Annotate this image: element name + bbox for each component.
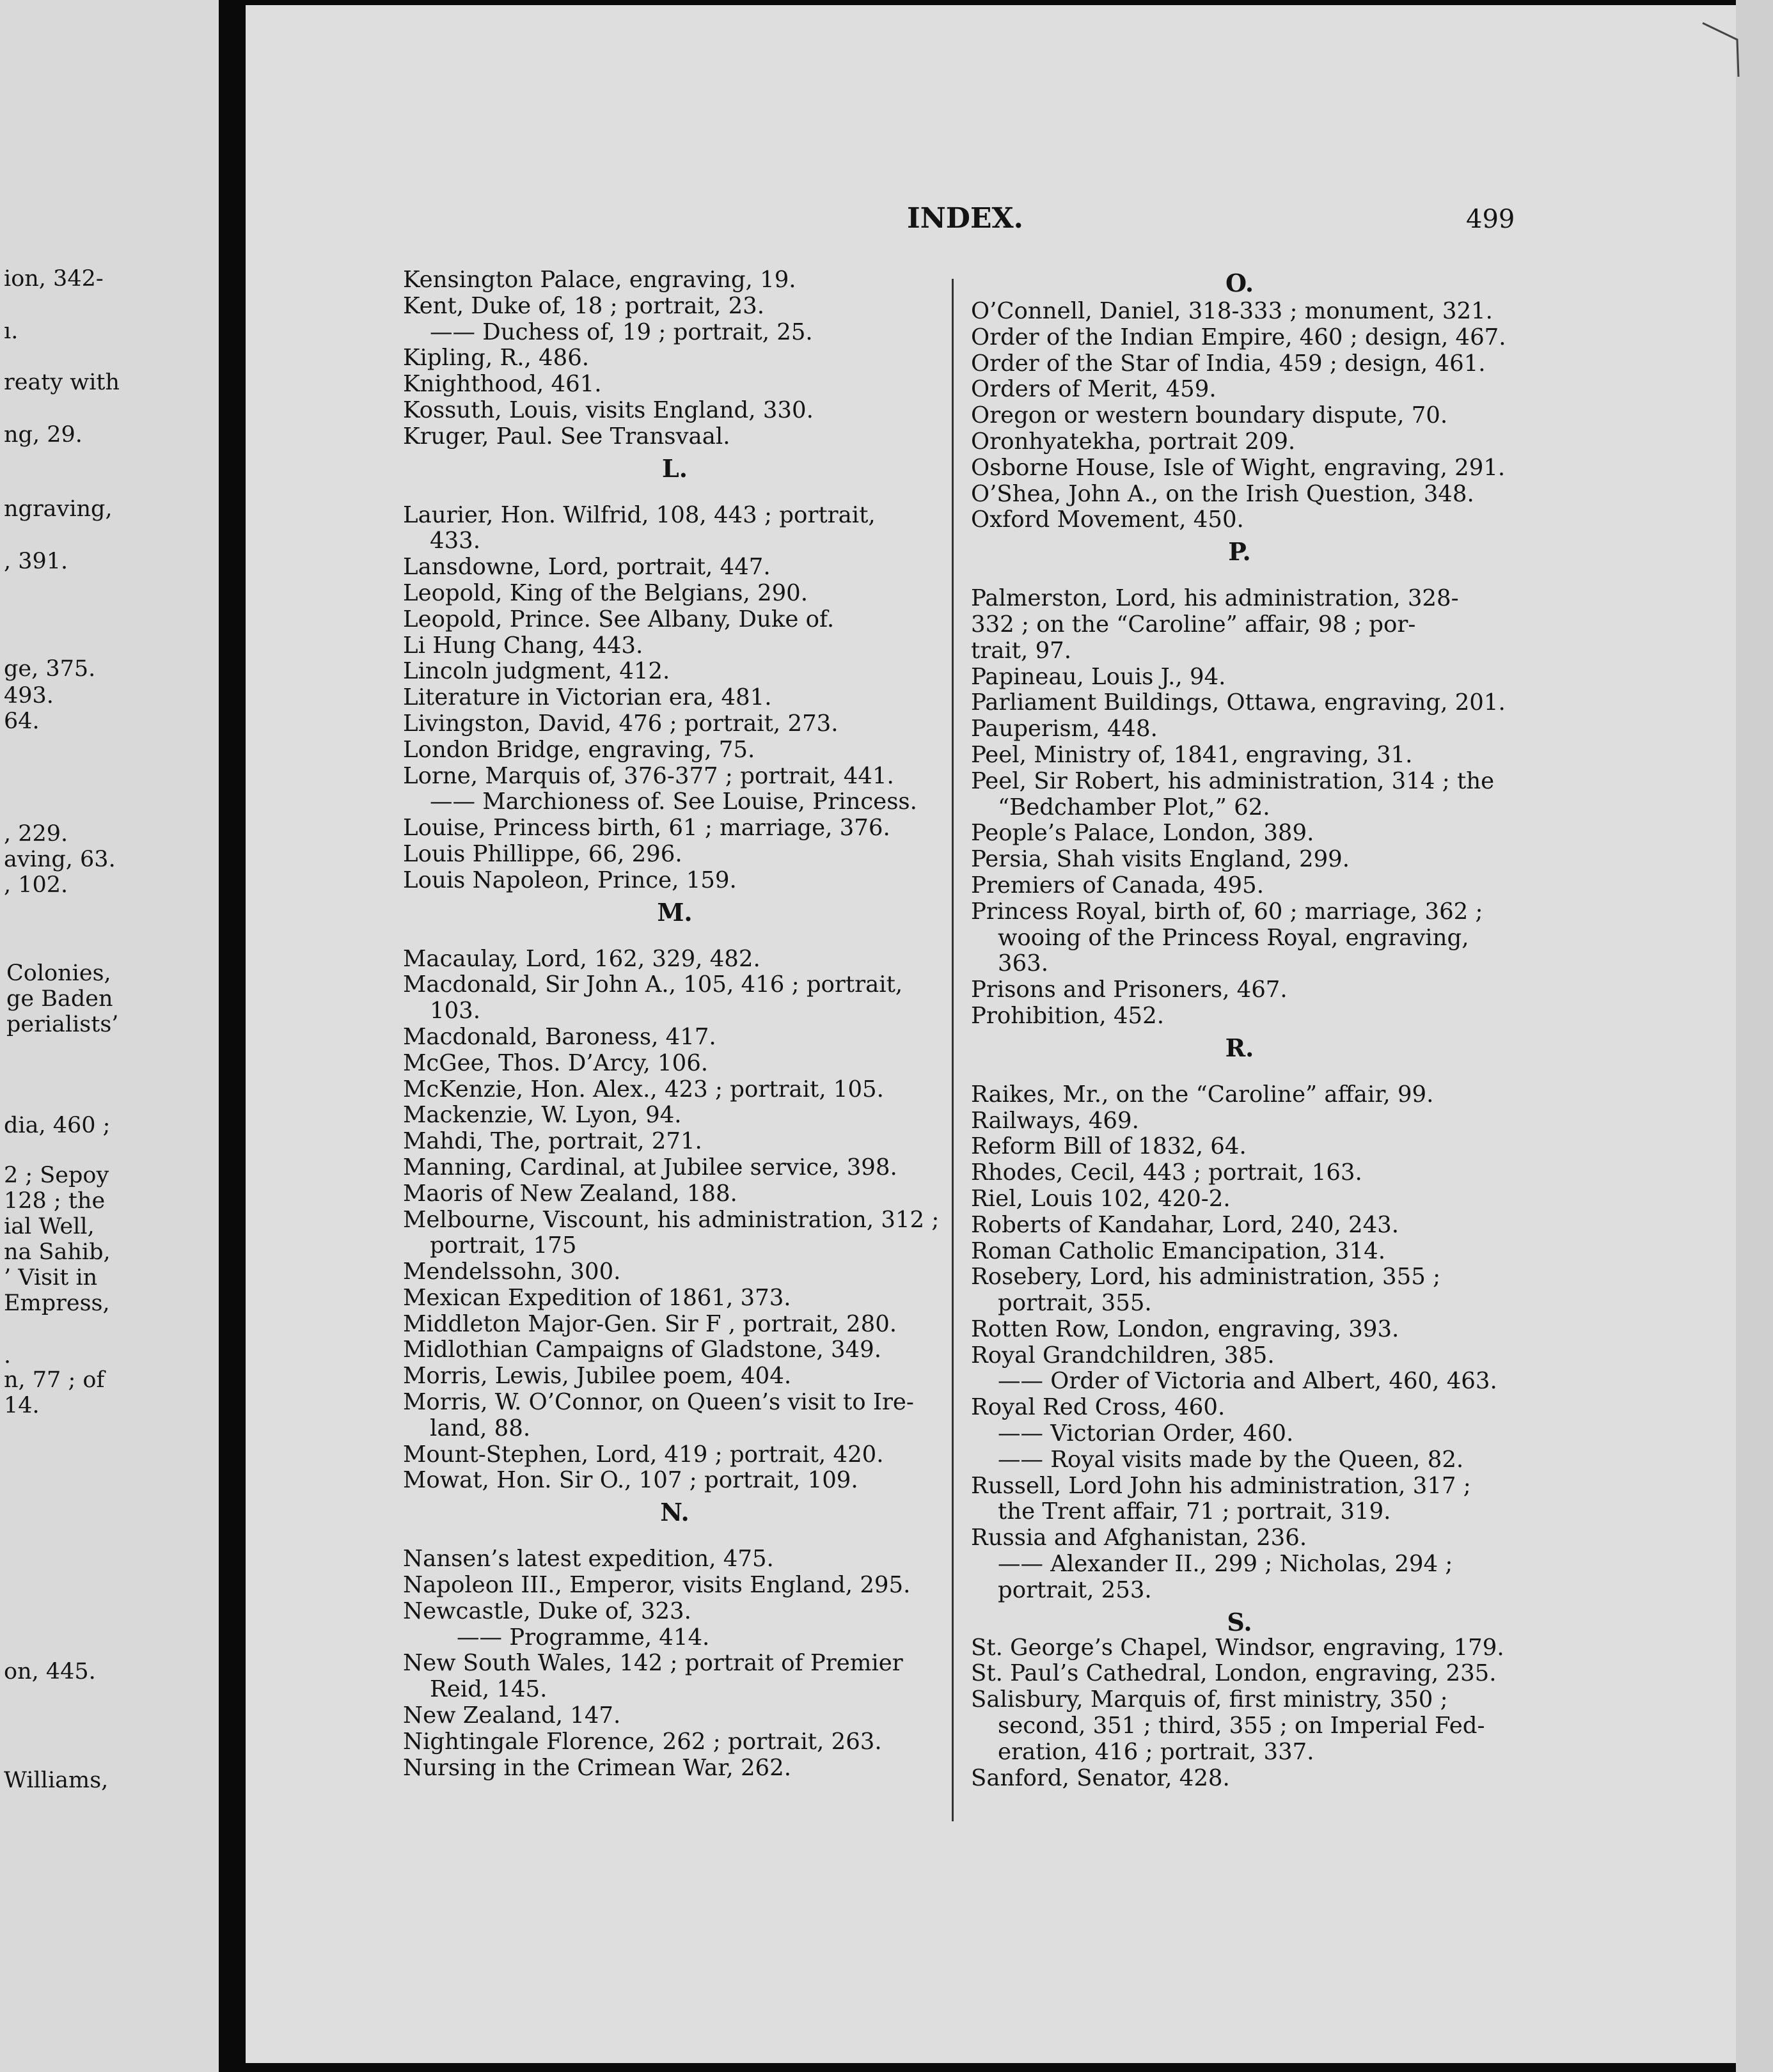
left-page-fragment: 14. xyxy=(4,1393,40,1418)
index-entry: Reid, 145. xyxy=(430,1676,548,1703)
index-entry: Peel, Ministry of, 1841, engraving, 31. xyxy=(971,741,1413,768)
index-entry: Napoleon III., Emperor, visits England, 295. xyxy=(403,1572,911,1599)
index-entry: O’Connell, Daniel, 318-333 ; monument, 321. xyxy=(971,298,1493,324)
index-entry: St. Paul’s Cathedral, London, engraving, 235. xyxy=(971,1660,1497,1687)
section-letter: R. xyxy=(1225,1033,1254,1062)
index-entry: Lorne, Marquis of, 376-377 ; portrait, 441. xyxy=(403,762,894,789)
page-title: INDEX. xyxy=(907,202,1023,235)
index-entry: Leopold, King of the Belgians, 290. xyxy=(403,579,808,606)
index-entry: “Bedchamber Plot,” 62. xyxy=(998,794,1270,820)
index-entry: Orders of Merit, 459. xyxy=(971,376,1217,403)
index-entry: Reform Bill of 1832, 64. xyxy=(971,1133,1247,1160)
left-page-fragment: , 391. xyxy=(4,549,68,574)
left-page-fragment: ı. xyxy=(4,318,19,344)
index-entry: Palmerston, Lord, his administration, 328- xyxy=(971,585,1459,612)
left-page-fragment: aving, 63. xyxy=(4,847,116,872)
index-entry: Melbourne, Viscount, his administration, 312 ; xyxy=(403,1206,940,1233)
index-entry: Kensington Palace, engraving, 19. xyxy=(403,267,796,293)
index-entry: Kent, Duke of, 18 ; portrait, 23. xyxy=(403,292,765,319)
folded-corner xyxy=(1701,20,1740,78)
index-entry: —— Alexander II., 299 ; Nicholas, 294 ; xyxy=(998,1551,1453,1578)
index-entry: Rhodes, Cecil, 443 ; portrait, 163. xyxy=(971,1159,1362,1186)
index-entry: Macdonald, Sir John A., 105, 416 ; portrait, xyxy=(403,971,903,998)
left-page-fragment: 64. xyxy=(4,709,40,734)
index-entry: McKenzie, Hon. Alex., 423 ; portrait, 105. xyxy=(403,1076,884,1103)
index-column-left xyxy=(403,267,947,1781)
index-entry: —— Programme, 414. xyxy=(457,1624,710,1651)
left-page-fragment: n, 77 ; of xyxy=(4,1367,105,1393)
left-page-fragment: Colonies, xyxy=(6,961,111,986)
index-entry: Leopold, Prince. See Albany, Duke of. xyxy=(403,606,835,632)
index-entry: —— Victorian Order, 460. xyxy=(998,1420,1294,1447)
section-letter: N. xyxy=(660,1498,690,1527)
index-entry: Papineau, Louis J., 94. xyxy=(971,663,1226,690)
index-entry: Macaulay, Lord, 162, 329, 482. xyxy=(403,945,760,972)
index-entry: London Bridge, engraving, 75. xyxy=(403,736,755,763)
index-entry: Manning, Cardinal, at Jubilee service, 398. xyxy=(403,1154,897,1181)
index-entry: trait, 97. xyxy=(971,637,1072,664)
index-entry: People’s Palace, London, 389. xyxy=(971,820,1314,847)
index-entry: Royal Grandchildren, 385. xyxy=(971,1342,1275,1369)
index-entry: Rosebery, Lord, his administration, 355 ; xyxy=(971,1264,1441,1291)
section-letter: P. xyxy=(1228,537,1251,567)
index-entry: Prohibition, 452. xyxy=(971,1002,1164,1029)
index-entry: McGee, Thos. D’Arcy, 106. xyxy=(403,1049,709,1076)
index-entry: Louise, Princess birth, 61 ; marriage, 376. xyxy=(403,815,890,842)
index-entry: —— Duchess of, 19 ; portrait, 25. xyxy=(430,318,813,345)
index-entry: Mount-Stephen, Lord, 419 ; portrait, 420. xyxy=(403,1441,884,1468)
index-entry: O’Shea, John A., on the Irish Question, 348. xyxy=(971,480,1474,507)
index-entry: Lansdowne, Lord, portrait, 447. xyxy=(403,554,771,581)
index-entry: Morris, Lewis, Jubilee poem, 404. xyxy=(403,1363,792,1390)
index-entry: Newcastle, Duke of, 323. xyxy=(403,1597,691,1624)
left-page-fragment: ial Well, xyxy=(4,1214,95,1239)
index-entry: Li Hung Chang, 443. xyxy=(403,632,643,659)
section-letter: S. xyxy=(1227,1607,1252,1636)
index-entry: New Zealand, 147. xyxy=(403,1702,621,1729)
index-entry: Morris, W. O’Connor, on Queen’s visit to Ire- xyxy=(403,1389,914,1416)
left-page-fragment: on, 445. xyxy=(4,1659,96,1684)
index-entry: 363. xyxy=(998,950,1049,977)
left-page-fragment: na Sahib, xyxy=(4,1239,111,1265)
index-entry: the Trent affair, 71 ; portrait, 319. xyxy=(998,1498,1391,1525)
index-entry: Midlothian Campaigns of Gladstone, 349. xyxy=(403,1337,882,1363)
page-stack-edge xyxy=(1736,0,1773,2072)
index-entry: Roberts of Kandahar, Lord, 240, 243. xyxy=(971,1211,1399,1238)
section-letter: M. xyxy=(657,897,693,927)
index-entry: Order of the Star of India, 459 ; design, 461. xyxy=(971,350,1486,377)
index-entry: wooing of the Princess Royal, engraving, xyxy=(998,924,1469,951)
index-entry: Premiers of Canada, 495. xyxy=(971,872,1265,899)
index-entry: Kruger, Paul. See Transvaal. xyxy=(403,423,730,450)
index-entry: Lincoln judgment, 412. xyxy=(403,658,670,685)
index-entry: eration, 416 ; portrait, 337. xyxy=(998,1738,1314,1765)
index-column-right xyxy=(971,267,1508,1791)
index-entry: Maoris of New Zealand, 188. xyxy=(403,1180,737,1207)
column-divider xyxy=(952,279,954,1821)
index-entry: Nansen’s latest expedition, 475. xyxy=(403,1546,774,1573)
left-page-fragment: ng, 29. xyxy=(4,422,83,448)
page-number: 499 xyxy=(1466,205,1515,234)
index-entry: Rotten Row, London, engraving, 393. xyxy=(971,1315,1399,1342)
left-page-fragment: Williams, xyxy=(4,1768,109,1793)
index-entry: 433. xyxy=(430,528,481,554)
left-page-edge xyxy=(0,0,219,2072)
index-entry: portrait, 355. xyxy=(998,1290,1152,1317)
index-entry: Mahdi, The, portrait, 271. xyxy=(403,1128,702,1155)
index-entry: Mexican Expedition of 1861, 373. xyxy=(403,1284,791,1311)
left-page-fragment: ion, 342- xyxy=(4,266,104,292)
index-entry: Prisons and Prisoners, 467. xyxy=(971,977,1288,1003)
index-entry: Princess Royal, birth of, 60 ; marriage, 362 ; xyxy=(971,898,1483,925)
left-page-fragment: 493. xyxy=(4,683,54,709)
index-entry: Knighthood, 461. xyxy=(403,371,602,398)
index-entry: portrait, 175 xyxy=(430,1232,577,1259)
left-page-fragment: 2 ; Sepoy xyxy=(4,1163,109,1188)
index-entry: Mowat, Hon. Sir O., 107 ; portrait, 109. xyxy=(403,1467,858,1494)
index-entry: Russell, Lord John his administration, 317 ; xyxy=(971,1472,1471,1499)
index-entry: Kossuth, Louis, visits England, 330. xyxy=(403,396,814,423)
left-page-fragment: dia, 460 ; xyxy=(4,1113,111,1138)
index-entry: portrait, 253. xyxy=(998,1576,1152,1603)
index-entry: Livingston, David, 476 ; portrait, 273. xyxy=(403,710,839,737)
left-page-fragment: 128 ; the xyxy=(4,1188,106,1214)
index-entry: Riel, Louis 102, 420-2. xyxy=(971,1185,1231,1212)
index-entry: Mackenzie, W. Lyon, 94. xyxy=(403,1102,682,1129)
index-entry: Russia and Afghanistan, 236. xyxy=(971,1525,1307,1551)
section-letter: O. xyxy=(1225,269,1254,297)
index-entry: Royal Red Cross, 460. xyxy=(971,1394,1225,1421)
left-page-fragment: ’ Visit in xyxy=(4,1265,98,1291)
left-page-fragment: perialists’ xyxy=(6,1012,119,1037)
index-entry: Nightingale Florence, 262 ; portrait, 263. xyxy=(403,1728,882,1755)
index-entry: Parliament Buildings, Ottawa, engraving, 201. xyxy=(971,689,1506,716)
index-entry: New South Wales, 142 ; portrait of Premier xyxy=(403,1650,903,1677)
left-page-fragment: . xyxy=(4,1343,12,1369)
index-entry: Raikes, Mr., on the “Caroline” affair, 99. xyxy=(971,1081,1434,1108)
left-page-fragment: Empress, xyxy=(4,1291,110,1316)
index-entry: Literature in Victorian era, 481. xyxy=(403,684,772,711)
index-entry: Laurier, Hon. Wilfrid, 108, 443 ; portrait, xyxy=(403,501,876,528)
index-entry: Oxford Movement, 450. xyxy=(971,506,1244,533)
left-page-fragment: , 229. xyxy=(4,821,68,847)
index-entry: Roman Catholic Emancipation, 314. xyxy=(971,1237,1385,1264)
index-entry: Nursing in the Crimean War, 262. xyxy=(403,1754,791,1781)
index-entry: Louis Phillippe, 66, 296. xyxy=(403,840,682,867)
index-entry: Mendelssohn, 300. xyxy=(403,1259,621,1285)
index-entry: Oronhyatekha, portrait 209. xyxy=(971,428,1296,455)
index-entry: Macdonald, Baroness, 417. xyxy=(403,1023,716,1050)
index-entry: Middleton Major-Gen. Sir F , portrait, 280. xyxy=(403,1310,897,1337)
left-page-fragment: ngraving, xyxy=(4,496,113,522)
index-entry: Pauperism, 448. xyxy=(971,716,1158,742)
index-entry: Sanford, Senator, 428. xyxy=(971,1764,1230,1791)
index-entry: —— Order of Victoria and Albert, 460, 463. xyxy=(998,1368,1497,1395)
index-entry: second, 351 ; third, 355 ; on Imperial Fed- xyxy=(998,1713,1485,1739)
index-entry: Persia, Shah visits England, 299. xyxy=(971,846,1350,873)
index-entry: 103. xyxy=(430,998,481,1024)
left-page-fragment: reaty with xyxy=(4,370,120,395)
index-entry: Oregon or western boundary dispute, 70. xyxy=(971,402,1448,429)
index-entry: 332 ; on the “Caroline” affair, 98 ; por- xyxy=(971,611,1416,638)
index-entry: land, 88. xyxy=(430,1415,531,1441)
index-entry: St. George’s Chapel, Windsor, engraving, 179. xyxy=(971,1634,1504,1661)
index-entry: Peel, Sir Robert, his administration, 314 ; the xyxy=(971,767,1495,794)
left-page-fragment: , 102. xyxy=(4,872,68,898)
left-page-fragment: ge, 375. xyxy=(4,656,96,682)
index-entry: Salisbury, Marquis of, first ministry, 350 ; xyxy=(971,1686,1448,1713)
index-entry: Osborne House, Isle of Wight, engraving, 291. xyxy=(971,454,1506,481)
index-entry: Louis Napoleon, Prince, 159. xyxy=(403,867,737,893)
left-page-fragment: ge Baden xyxy=(6,986,113,1012)
index-entry: —— Royal visits made by the Queen, 82. xyxy=(998,1446,1464,1473)
index-entry: Order of the Indian Empire, 460 ; design, 467. xyxy=(971,324,1506,350)
index-entry: —— Marchioness of. See Louise, Princess. xyxy=(430,789,917,815)
index-entry: Railways, 469. xyxy=(971,1107,1139,1134)
section-letter: L. xyxy=(662,453,688,483)
index-entry: Kipling, R., 486. xyxy=(403,345,590,372)
